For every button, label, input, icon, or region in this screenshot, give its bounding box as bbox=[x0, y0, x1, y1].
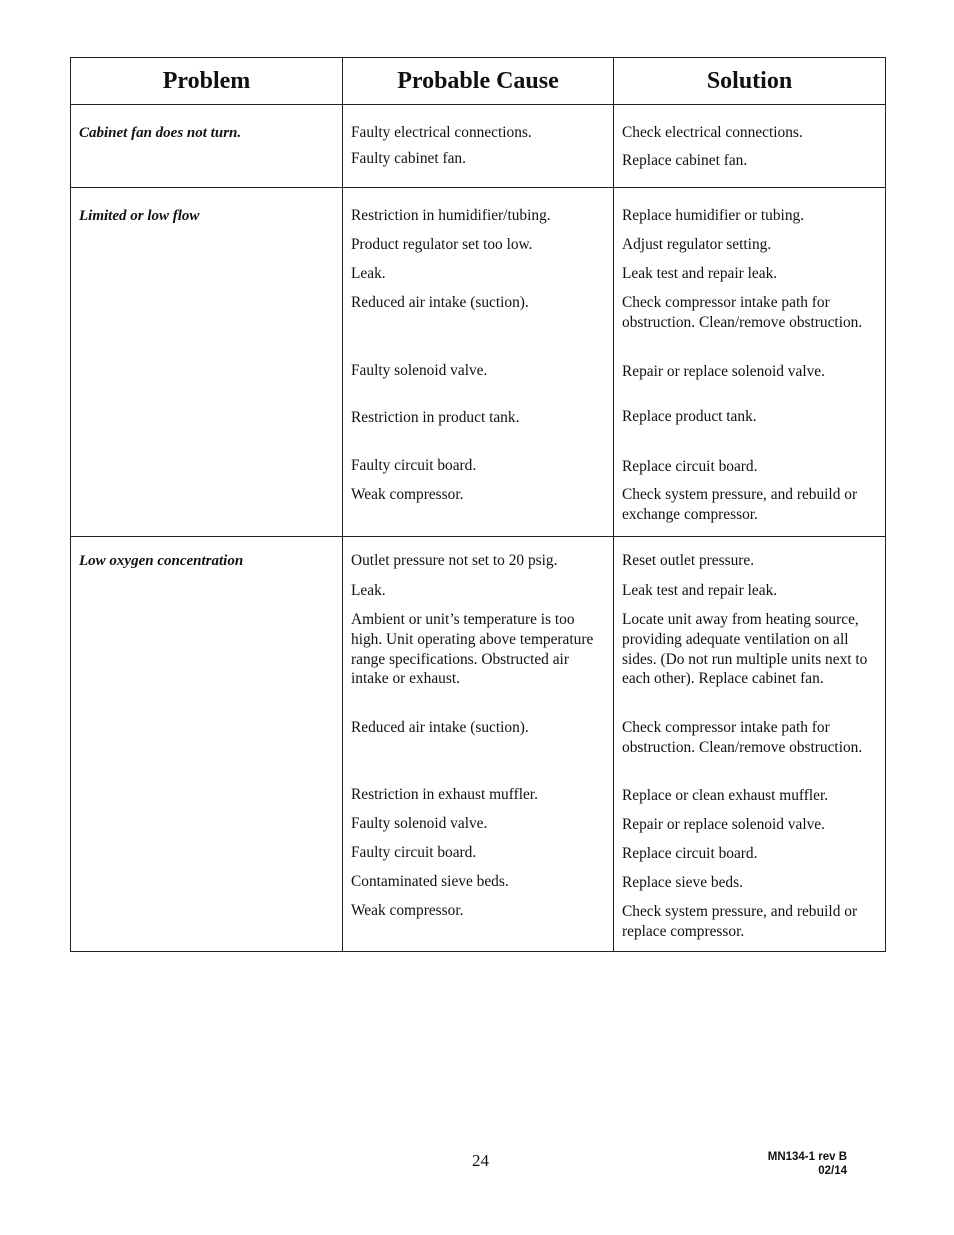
cause-cell bbox=[343, 537, 614, 952]
solution-item: Leak test and repair leak. bbox=[622, 265, 778, 282]
cause-item: Restriction in humidifier/tubing. bbox=[351, 207, 551, 224]
cause-item: Faulty electrical connections. bbox=[351, 124, 532, 141]
table-row bbox=[71, 537, 886, 952]
solution-item: Repair or replace solenoid valve. bbox=[622, 816, 825, 833]
document-id-block bbox=[768, 1150, 847, 1178]
header-row bbox=[71, 58, 886, 105]
solution-item: Replace product tank. bbox=[622, 408, 757, 425]
solution-item: Adjust regulator setting. bbox=[622, 236, 772, 253]
solution-cell bbox=[614, 537, 886, 952]
solution-item: Replace sieve beds. bbox=[622, 874, 743, 891]
solution-item: Leak test and repair leak. bbox=[622, 582, 778, 599]
solution-item: Replace or clean exhaust muffler. bbox=[622, 787, 829, 804]
cause-item: Outlet pressure not set to 20 psig. bbox=[351, 552, 558, 569]
page-number: 24 bbox=[472, 1151, 489, 1170]
cause-item: Weak compressor. bbox=[351, 486, 464, 503]
header-problem: Problem bbox=[71, 58, 343, 105]
solution-cell bbox=[614, 105, 886, 188]
cause-item: Restriction in exhaust muffler. bbox=[351, 786, 538, 803]
problem-label: Limited or low flow bbox=[79, 208, 200, 224]
solution-item: Repair or replace solenoid valve. bbox=[622, 363, 825, 380]
cause-item: Faulty solenoid valve. bbox=[351, 362, 488, 379]
solution-item: Check compressor intake path for obstruction. Clean/remove obstruction. bbox=[622, 719, 863, 756]
solution-cell bbox=[614, 188, 886, 537]
cause-item: Faulty circuit board. bbox=[351, 844, 477, 861]
cause-item: Reduced air intake (suction). bbox=[351, 294, 529, 311]
cause-item: Faulty circuit board. bbox=[351, 457, 477, 474]
cause-item: Weak compressor. bbox=[351, 902, 464, 919]
cause-item: Leak. bbox=[351, 265, 386, 282]
solution-item: Check electrical connections. bbox=[622, 124, 803, 141]
document-date: 02/14 bbox=[818, 1165, 847, 1177]
problem-cell bbox=[71, 105, 343, 188]
solution-item: Reset outlet pressure. bbox=[622, 552, 755, 569]
cause-item: Reduced air intake (suction). bbox=[351, 719, 529, 736]
problem-cell bbox=[71, 188, 343, 537]
cause-item: Leak. bbox=[351, 582, 386, 599]
solution-item: Replace circuit board. bbox=[622, 845, 758, 862]
solution-item: Check system pressure, and rebuild or replace compressor. bbox=[622, 903, 858, 940]
problem-label: Cabinet fan does not turn. bbox=[79, 125, 242, 141]
cause-cell bbox=[343, 105, 614, 188]
solution-item: Replace humidifier or tubing. bbox=[622, 207, 805, 224]
cause-cell bbox=[343, 188, 614, 537]
solution-item: Locate unit away from heating source, providing adequate ventilation on all sides. (Do not run multiple units next to each other). Replace cabinet fan. bbox=[622, 611, 868, 688]
problem-label: Low oxygen concentration bbox=[79, 553, 244, 569]
table-row bbox=[71, 105, 886, 188]
troubleshooting-table bbox=[70, 57, 886, 952]
solution-item: Check system pressure, and rebuild or exchange compressor. bbox=[622, 486, 858, 523]
cause-item: Product regulator set too low. bbox=[351, 236, 533, 253]
header-probable-cause: Probable Cause bbox=[343, 58, 614, 105]
table-row bbox=[71, 188, 886, 537]
cause-item: Restriction in product tank. bbox=[351, 409, 520, 426]
solution-item: Replace cabinet fan. bbox=[622, 152, 748, 169]
cause-item: Faulty solenoid valve. bbox=[351, 815, 488, 832]
document-revision: MN134-1 rev B bbox=[767, 1151, 847, 1163]
header-solution: Solution bbox=[614, 58, 886, 105]
cause-item: Faulty cabinet fan. bbox=[351, 150, 466, 167]
cause-item: Contaminated sieve beds. bbox=[351, 873, 509, 890]
problem-cell bbox=[71, 537, 343, 952]
cause-item: Ambient or unit’s temperature is too high. Unit operating above temperature range specifications. Obstructed air intake or exhaust. bbox=[351, 611, 594, 688]
solution-item: Check compressor intake path for obstruction. Clean/remove obstruction. bbox=[622, 294, 863, 331]
solution-item: Replace circuit board. bbox=[622, 458, 758, 475]
